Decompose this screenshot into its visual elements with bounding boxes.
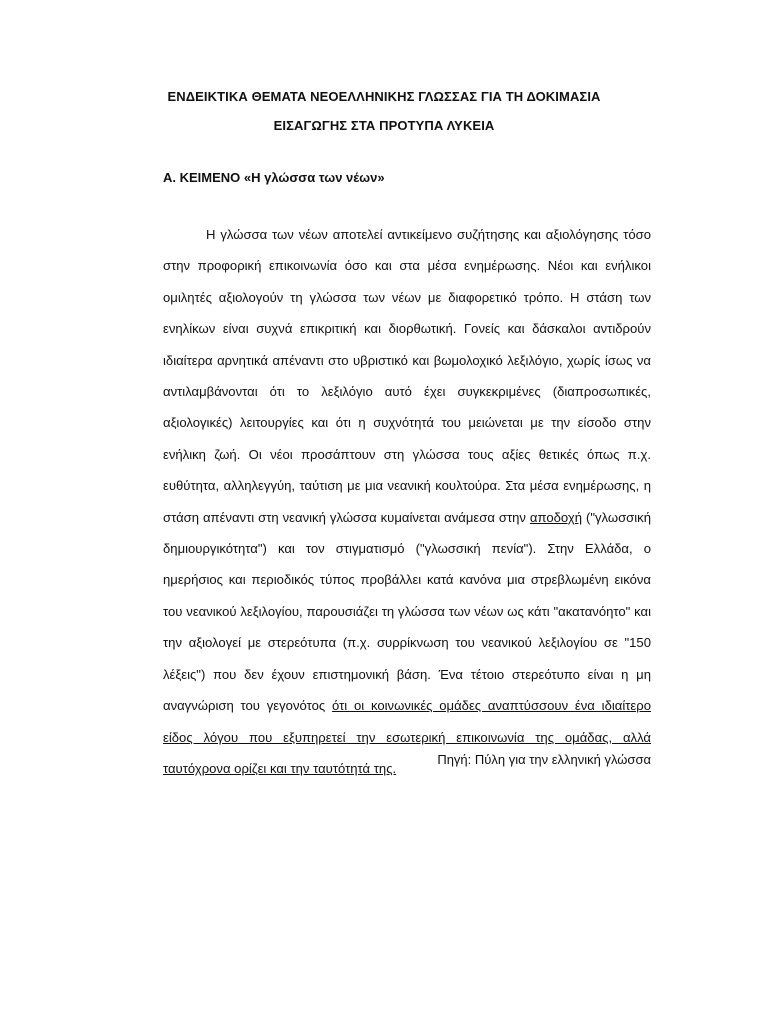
body-paragraph bbox=[163, 219, 651, 784]
underlined-closing-phrase: ότι οι κοινωνικές ομάδες αναπτύσσουν ένα ιδιαίτερο είδος λόγου που εξυπηρετεί την εσωτερική επικοινωνία της ομάδας, αλλά ταυτόχρονα ορίζει και την ταυτότητά της. bbox=[163, 698, 651, 776]
source-attribution: Πηγή: Πύλη για την ελληνική γλώσσα bbox=[437, 752, 651, 767]
paragraph-text-part-1: Η γλώσσα των νέων αποτελεί αντικείμενο συζήτησης και αξιολόγησης τόσο στην προφορική επικοινωνία όσο και στα μέσα ενημέρωσης. Νέοι και ενήλικοι ομιλητές αξιολογούν τη γλώσσα των νέων με διαφορετικό τρόπο. Η στάση των ενηλίκων είναι συχνά επικριτική και διορθωτική. Γονείς και δάσκαλοι αντιδρούν ιδιαίτερα αρνητικά απέναντι στο υβριστικό και βωμολοχικό λεξιλόγιο, χωρίς ίσως να αντιλαμβάνονται ότι το λεξιλόγιο αυτό έχει συγκεκριμένες (διαπροσωπικές, αξιολογικές) λειτουργίες και ότι η συχνότητά του μειώνεται με την είσοδο στην ενήλικη ζωή. Οι νέοι προσάπτουν στη γλώσσα τους αξίες θετικές όπως π.χ. ευθύτητα, αλληλεγγύη, ταύτιση με μια νεανική κουλτούρα. Στα μέσα ενημέρωσης, η στάση απέναντι στη νεανική γλώσσα κυμαίνεται ανάμεσα στην bbox=[163, 227, 651, 525]
document-title-line-1: ΕΝΔΕΙΚΤΙΚΑ ΘΕΜΑΤΑ ΝΕΟΕΛΛΗΝΙΚΗΣ ΓΛΩΣΣΑΣ ΓΙΑ ΤΗ ΔΟΚΙΜΑΣΙΑ bbox=[167, 89, 601, 104]
section-heading: Α. ΚΕΙΜΕΝΟ «Η γλώσσα των νέων» bbox=[163, 170, 385, 185]
underlined-word-acceptance: αποδοχή bbox=[529, 509, 582, 525]
document-title-line-2: ΕΙΣΑΓΩΓΗΣ ΣΤΑ ΠΡΟΤΥΠΑ ΛΥΚΕΙΑ bbox=[273, 118, 495, 133]
paragraph-text-part-2: ("γλωσσική δημιουργικότητα") και τον στιγματισμό ("γλωσσική πενία"). Στην Ελλάδα, ο ημερήσιος και περιοδικός τύπος προβάλλει κατά κανόνα μια στρεβλωμένη εικόνα του νεανικού λεξιλογίου, παρουσιάζει τη γλώσσα των νέων ως κάτι "ακατανόητο" και την αξιολογεί με στερεότυπα (π.χ. συρρίκνωση του νεανικού λεξιλογίου σε "150 λέξεις") που δεν έχουν επιστημονική βάση. Ένα τέτοιο στερεότυπο είναι η μη αναγνώριση του γεγονότος bbox=[163, 509, 651, 714]
